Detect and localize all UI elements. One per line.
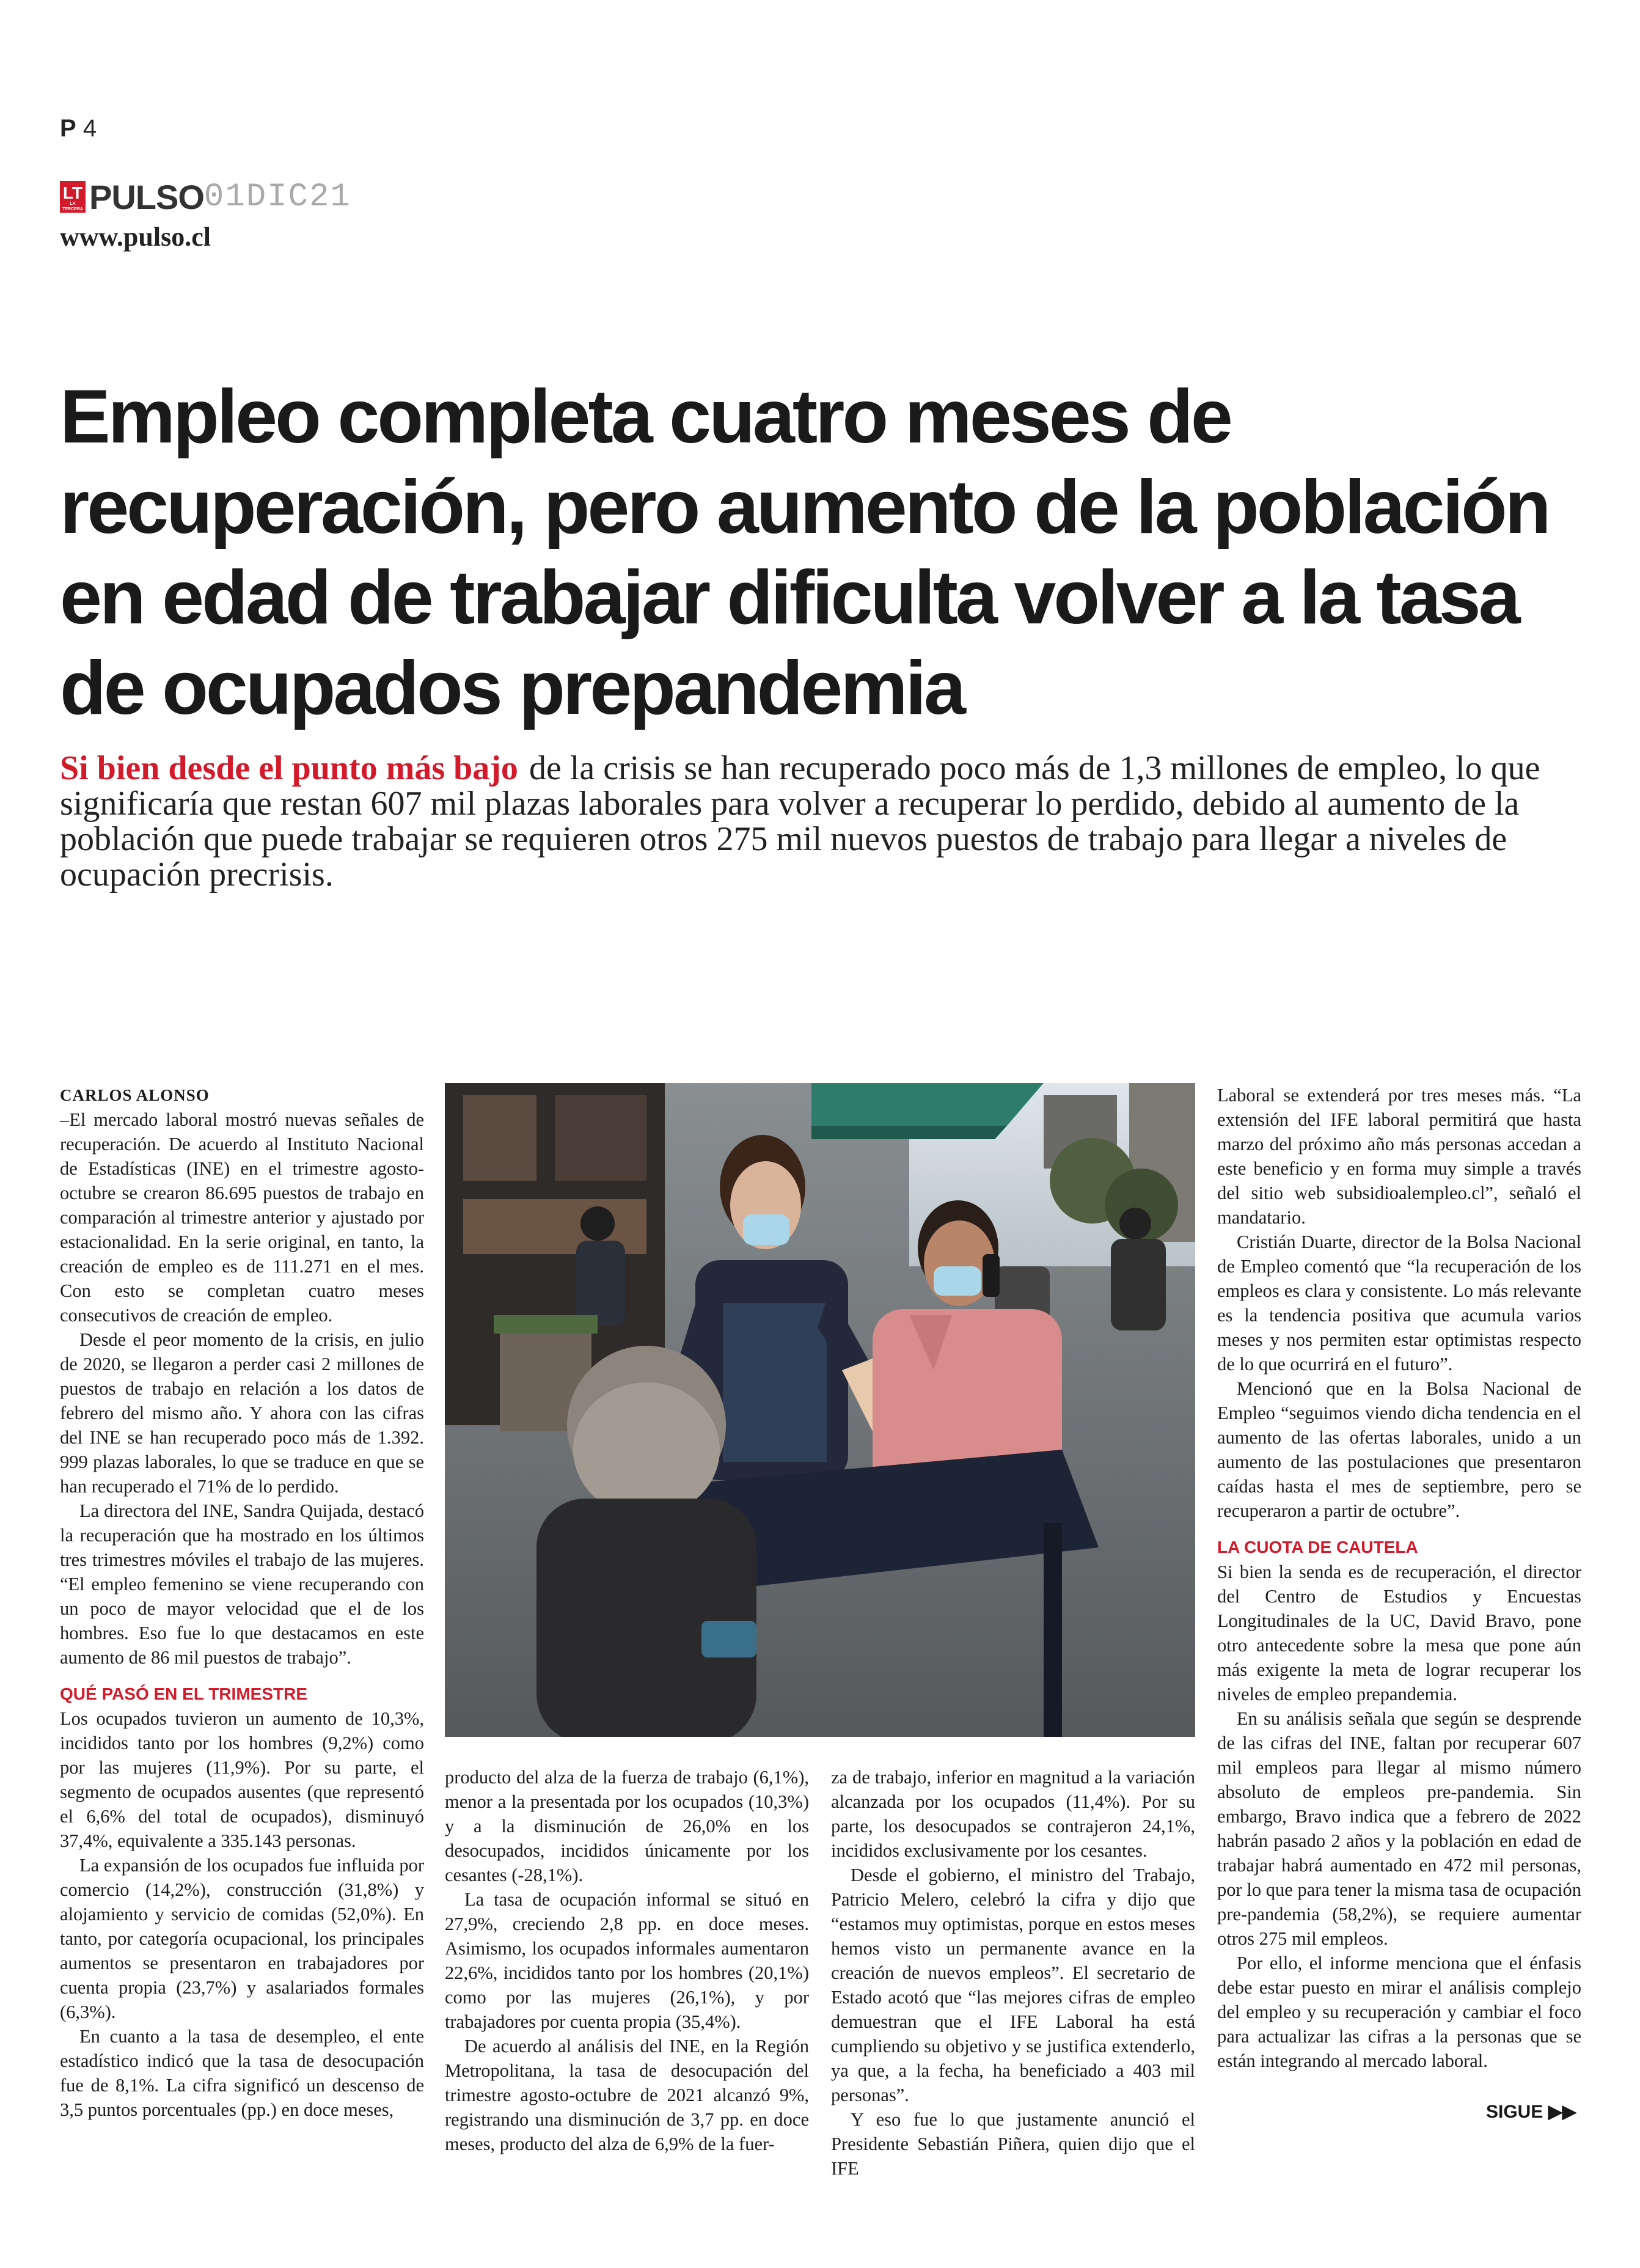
paragraph: –El mercado laboral mostró nuevas señales de recuperación. De acuerdo al Instituto Nacional de Estadísticas (INE) en el trimestre agosto-octubre se crearon 86.695 puestos de trabajo en comparación al trimestre anterior y ajustado por estacionalidad. En la serie original, en tanto, la creación de empleo es de 111.271 en el mes. Con esto se completan cuatro meses consecutivos de creación de empleo. <box>60 1109 424 1326</box>
paragraph: Si bien la senda es de recuperación, el director del Centro de Estudios y Encuestas Longitudinales de la UC, David Bravo, pone otro antecedente sobre la mesa que pone aún más exigente la meta de lograr recuperar los niveles de empleo prepandemia. <box>1217 1562 1581 1705</box>
subhead-trimestre: QUÉ PASÓ EN EL TRIMESTRE <box>60 1684 308 1703</box>
column-3 <box>831 1765 1195 2181</box>
column-4 <box>1217 1083 1581 2073</box>
site-url[interactable]: www.pulso.cl <box>60 222 211 252</box>
logo-text: LT <box>62 183 83 202</box>
paragraph: Cristián Duarte, director de la Bolsa Nacional de Empleo comentó que “la recuperación de los empleos es clara y consistente. Lo más relevante es la tendencia positiva que acumula varios meses y nos permiten estar optimistas respecto de lo que ocurrirá en el futuro”. <box>1217 1231 1581 1374</box>
logo-subtext: LA TERCERA <box>62 202 83 211</box>
paragraph: Los ocupados tuvieron un aumento de 10,3%, incididos tanto por los hombres (9,2%) como por las mujeres (11,9%). Por su parte, el segmento de ocupados ausentes (que representó el 6,6% del total de ocupados), disminuyó 37,4%, equivalente a 335.143 personas. <box>60 1708 424 1851</box>
paragraph: Laboral se extenderá por tres meses más. “La extensión del IFE laboral permitirá que hasta marzo del próximo año más personas accedan a este beneficio y en forma muy simple a través del sitio web subsidioalempleo.cl”, señaló el mandatario. <box>1217 1085 1581 1228</box>
paragraph: La directora del INE, Sandra Quijada, destacó la recuperación que ha mostrado en los últimos tres trimestres móviles el trabajo de las mujeres. “El empleo femenino se viene recuperando con un poco de mayor velocidad que el de los hombres. Eso fue lo que destacamos en este aumento de 86 mil puestos de trabajo”. <box>60 1500 424 1668</box>
article-photo <box>445 1083 1195 1737</box>
page-number <box>60 115 97 142</box>
paragraph: En su análisis señala que según se desprende de las cifras del INE, faltan por recuperar 607 mil empleos para llegar al mismo número absoluto de empleos pre-pandemia. Sin embargo, Bravo indica que a febrero de 2022 habrán pasado 2 años y la población en edad de trabajar habrá aumentado en 472 mil personas, por lo que para tener la misma tasa de ocupación pre-pandemia (58,2%), se requiere aumentar otros 275 mil empleos. <box>1217 1708 1581 1949</box>
headline: Empleo completa cuatro meses de recuperación, pero aumento de la población en edad de trabajar dificulta volver a la tasa de ocupados prepandemia <box>60 375 1549 730</box>
page-prefix: P <box>60 115 76 142</box>
paragraph: Y eso fue lo que justamente anunció el Presidente Sebastián Piñera, quien dijo que el IFE <box>831 2109 1195 2179</box>
subhead-cautela: LA CUOTA DE CAUTELA <box>1217 1538 1418 1557</box>
masthead <box>60 178 351 215</box>
paragraph: En cuanto a la tasa de desempleo, el ente estadístico indicó que la tasa de desocupación fue de 8,1%. La cifra significó un descenso de 3,5 puntos porcentuales (pp.) en doce meses, <box>60 2026 424 2120</box>
column-1 <box>60 1083 424 2122</box>
column-2 <box>445 1765 809 2156</box>
brand-name: PULSO <box>89 177 204 216</box>
paragraph: za de trabajo, inferior en magnitud a la variación alcanzada por los ocupados (11,4%). Por su parte, los desocupados se contrajeron 24,1%, incididos exclusivamente por los cesantes. <box>831 1767 1195 1861</box>
photo-cafe-terrace <box>445 1083 1195 1737</box>
paragraph: Desde el gobierno, el ministro del Trabajo, Patricio Melero, celebró la cifra y dijo que “estamos muy optimistas, porque en estos meses hemos visto un permanente avance en la creación de nuevos empleos”. El secretario de Estado acotó que “las mejores cifras de empleo demuestran que el IFE Laboral ha está cumpliendo su objetivo y se justifica extenderlo, ya que, a la fecha, ha beneficiado a 403 mil personas”. <box>831 1865 1195 2105</box>
paragraph: La tasa de ocupación informal se situó en 27,9%, creciendo 2,8 pp. en doce meses. Asimismo, los ocupados informales aumentaron 22,6%, incididos tanto por los hombres (20,1%) como por las mujeres (26,1%), y por trabajadores por cuenta propia (35,4%). <box>445 1889 809 2032</box>
paragraph: La expansión de los ocupados fue influida por comercio (14,2%), construcción (31,8%) y alojamiento y servicio de comidas (52,0%). En tanto, por categoría ocupacional, los principales aumentos se presentaron en trabajadores por cuenta propia (23,7%) y asalariados formales (6,3%). <box>60 1855 424 2022</box>
lede-text: de la crisis se han recuperado poco más de 1,3 millones de empleo, lo que significaría que restan 607 mil plazas laborales para volver a recuperar lo perdido, debido al aumento de la población que puede trabajar se requieren otros 275 mil nuevos puestos de trabajo para llegar a niveles de ocupación precrisis. <box>60 749 1540 894</box>
la-tercera-logo <box>60 181 86 213</box>
paragraph: Por ello, el informe menciona que el énfasis debe estar puesto en mirar el análisis complejo del empleo y su recuperación y cambiar el foco para actualizar las cifras a la personas que se están integrando al mercado laboral. <box>1217 1953 1581 2071</box>
lede-kicker: Si bien desde el punto más bajo <box>60 749 518 787</box>
paragraph: Mencionó que en la Bolsa Nacional de Empleo “seguimos viendo dicha tendencia en el aumento de las ofertas laborales, unido a un aumento de las postulaciones que presentaron caídas hasta el mes de septiembre, pero se recuperaron a partir de octubre”. <box>1217 1378 1581 1521</box>
paragraph: producto del alza de la fuerza de trabajo (6,1%), menor a la presentada por los ocupados (10,3%) y a la disminución de 26,0% en los desocupados, incididos únicamente por los cesantes (-28,1%). <box>445 1767 809 1885</box>
paragraph: De acuerdo al análisis del INE, en la Región Metropolitana, la tasa de desocupación del trimestre agosto-octubre de 2021 alcanzó 9%, registrando una disminución de 3,7 pp. en doce meses, producto del alza de 6,9% de la fuer- <box>445 2036 809 2154</box>
edition-date: 01DIC21 <box>203 178 351 216</box>
page-number-value: 4 <box>82 115 97 142</box>
lede <box>60 750 1587 892</box>
paragraph: Desde el peor momento de la crisis, en julio de 2020, se llegaron a perder casi 2 millones de puestos de trabajo en relación a los datos de febrero del mismo año. Y ahora con las cifras del INE se han recuperado poco más de 1.392. 999 plazas laborales, lo que se traduce en que se han recuperado el 71% de lo perdido. <box>60 1329 424 1497</box>
byline: CARLOS ALONSO <box>60 1086 210 1104</box>
continue-marker: SIGUE ▶▶ <box>1486 2102 1576 2122</box>
